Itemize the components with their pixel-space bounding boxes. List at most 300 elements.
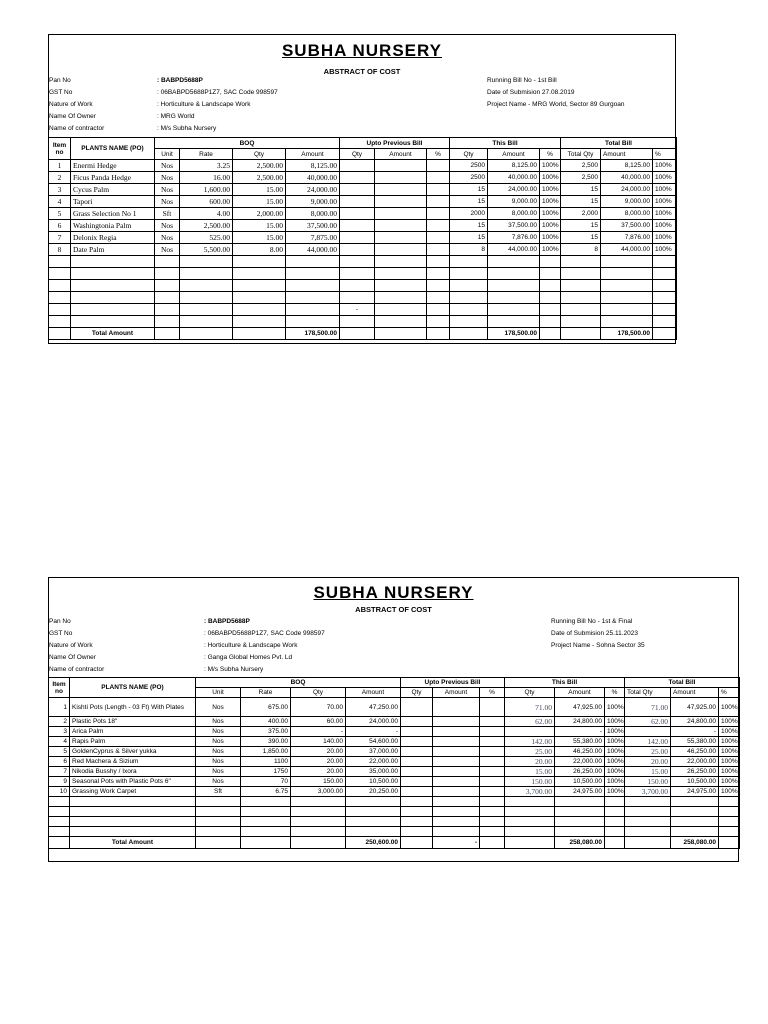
cell-rate	[180, 316, 233, 328]
cell-prev-qty	[401, 807, 433, 817]
cell-item-no	[49, 817, 70, 827]
cell-this-qty: 3,700.00	[505, 787, 555, 797]
cell-this-qty: 15	[450, 196, 488, 208]
cell-prev-percent	[427, 196, 450, 208]
cell-boq-amount: 54,600.00	[346, 737, 401, 747]
empty-row	[49, 256, 677, 268]
cell-total-amount: 8,125.00	[601, 160, 653, 172]
info-label: Name of contractor	[49, 666, 105, 673]
header-percent: %	[427, 149, 450, 160]
cell-total-qty	[561, 292, 601, 304]
cell-unit: Nos	[196, 737, 241, 747]
info-label: Name Of Owner	[49, 654, 96, 661]
project-name: Project Name - MRG World, Sector 89 Gurgoan	[487, 101, 625, 108]
cell-this-amount: 8,125.00	[488, 160, 540, 172]
cell-this-qty: 62.00	[505, 717, 555, 727]
cell-this-qty: 15	[450, 220, 488, 232]
cell-this-percent: 100%	[540, 232, 561, 244]
cell-total-percent: 100%	[653, 184, 677, 196]
total-bill-amount: 258,080.00	[671, 837, 719, 849]
cell-plant-name: Grassing Work Carpet	[70, 787, 196, 797]
cell-prev-percent	[480, 698, 505, 717]
cell-prev-qty	[340, 232, 375, 244]
cell-total-amount	[601, 268, 653, 280]
cell-rate	[241, 827, 291, 837]
cell-total-percent: 100%	[719, 777, 740, 787]
cell-total-amount: 40,000.00	[601, 172, 653, 184]
cell-total-qty	[625, 807, 671, 817]
cell-prev-percent	[480, 797, 505, 807]
cell-total-amount	[671, 827, 719, 837]
cell-prev-amount	[375, 232, 427, 244]
cell-prev-qty	[401, 727, 433, 737]
cell-unit: Nos	[155, 172, 180, 184]
cell-unit	[155, 268, 180, 280]
cell-prev-amount	[433, 787, 480, 797]
cell-total-amount: 46,250.00	[671, 747, 719, 757]
cell-total-percent	[719, 807, 740, 817]
cell-unit	[155, 280, 180, 292]
cell-item-no	[49, 827, 70, 837]
header-amount: Amount	[346, 688, 401, 698]
cell-prev-amount	[375, 184, 427, 196]
cell-rate: 16.00	[180, 172, 233, 184]
cell-this-amount: 37,500.00	[488, 220, 540, 232]
cell-rate: 3.25	[180, 160, 233, 172]
cell-item-no	[49, 797, 70, 807]
cell-unit: Nos	[155, 232, 180, 244]
total-row	[49, 837, 740, 849]
cell-prev-percent	[427, 292, 450, 304]
cell-unit: Nos	[196, 767, 241, 777]
cell-boq-amount: 9,000.00	[286, 196, 340, 208]
info-label: Nature of Work	[49, 642, 93, 649]
cell-plant-name: Enermi Hedge	[71, 160, 155, 172]
total-row	[49, 328, 677, 340]
cell-item-no	[49, 316, 71, 328]
cell-prev-qty	[340, 184, 375, 196]
header-percent: %	[480, 688, 505, 698]
cell-prev-amount	[433, 767, 480, 777]
cell-this-percent	[605, 797, 625, 807]
cell-prev-amount	[433, 747, 480, 757]
cell-this-qty	[505, 817, 555, 827]
cell-total-amount: 8,000.00	[601, 208, 653, 220]
cell-item-no: 6	[49, 220, 71, 232]
cell-prev-percent	[480, 717, 505, 727]
cell-boq-qty: 20.00	[291, 757, 346, 767]
cell-boq-amount	[346, 827, 401, 837]
cell-this-percent: 100%	[540, 220, 561, 232]
cell-boq-amount: 8,125.00	[286, 160, 340, 172]
cell-item-no	[49, 280, 71, 292]
cell-rate: 400.00	[241, 717, 291, 727]
cell-this-percent: 100%	[605, 747, 625, 757]
cell-plant-name: Tapori	[71, 196, 155, 208]
cell-unit: Nos	[196, 717, 241, 727]
cell-this-qty: 8	[450, 244, 488, 256]
header-unit: Unit	[155, 149, 180, 160]
total-label: Total Amount	[70, 837, 196, 849]
empty-row	[49, 797, 740, 807]
cell-this-percent: 100%	[605, 727, 625, 737]
cell-item-no: 8	[49, 244, 71, 256]
cell-prev-percent	[427, 208, 450, 220]
cell-rate: 600.00	[180, 196, 233, 208]
cell-item-no: 3	[49, 184, 71, 196]
cell-prev-qty	[340, 208, 375, 220]
cell-prev-amount	[433, 807, 480, 817]
cell-this-percent: 100%	[605, 737, 625, 747]
cell-this-amount: 9,000.00	[488, 196, 540, 208]
cell-this-percent: 100%	[605, 777, 625, 787]
cell-this-qty	[505, 797, 555, 807]
header-percent: %	[605, 688, 625, 698]
cell-unit: Nos	[196, 698, 241, 717]
cell-prev-amount	[433, 737, 480, 747]
cell-item-no: 5	[49, 747, 70, 757]
cell-prev-amount	[433, 797, 480, 807]
info-label: Name Of Owner	[49, 113, 96, 120]
cell-total-amount	[671, 817, 719, 827]
cell-unit: Nos	[196, 757, 241, 767]
cell-total-percent: 100%	[719, 757, 740, 767]
cell-total-amount: 26,250.00	[671, 767, 719, 777]
table-row	[49, 172, 677, 184]
cell-total-amount	[601, 280, 653, 292]
cell-total-percent	[719, 797, 740, 807]
cell-prev-qty	[340, 256, 375, 268]
cell-this-qty: 15	[450, 184, 488, 196]
table-row	[49, 698, 740, 717]
cell-prev-qty	[401, 747, 433, 757]
cell-boq-amount	[346, 807, 401, 817]
date-of-submission: Date of Submision 27.08.2019	[487, 89, 575, 96]
cell-this-amount: 46,250.00	[555, 747, 605, 757]
cell-item-no: 9	[49, 777, 70, 787]
cell-this-percent: 100%	[605, 787, 625, 797]
cell-prev-amount	[433, 757, 480, 767]
cell-plant-name: GoldenCyprus & Silver yukka	[70, 747, 196, 757]
header-plants-name: PLANTS NAME (PO)	[71, 138, 155, 160]
cell-prev-percent	[480, 787, 505, 797]
cell-rate	[180, 292, 233, 304]
cell-item-no: 7	[49, 767, 70, 777]
table-row	[49, 787, 740, 797]
cell-total-qty: 62.00	[625, 717, 671, 727]
header-qty: Qty	[450, 149, 488, 160]
sheet-title: SUBHA NURSERY	[313, 583, 474, 602]
cell-total-percent: 100%	[719, 787, 740, 797]
cell-plant-name	[71, 316, 155, 328]
cell-this-qty: 71.00	[505, 698, 555, 717]
cell-total-qty: 2,500	[561, 172, 601, 184]
cell-prev-percent	[480, 767, 505, 777]
table-row	[49, 777, 740, 787]
abstract-sheet-1	[48, 34, 676, 344]
info-label: Nature of Work	[49, 101, 93, 108]
table-row	[49, 184, 677, 196]
info-label: Pan No	[49, 77, 71, 84]
cell-prev-amount	[375, 208, 427, 220]
cell-plant-name: Delonix Regia	[71, 232, 155, 244]
cell-prev-percent	[427, 268, 450, 280]
cell-this-qty: 2500	[450, 172, 488, 184]
cell-prev-percent	[480, 747, 505, 757]
cell-boq-amount	[286, 292, 340, 304]
cell-boq-qty	[291, 797, 346, 807]
info-left	[49, 75, 278, 135]
cell-boq-amount	[286, 268, 340, 280]
cell-this-percent	[540, 280, 561, 292]
cell-boq-amount: 47,250.00	[346, 698, 401, 717]
cell-boq-qty: 15.00	[233, 220, 286, 232]
cell-total-qty	[561, 280, 601, 292]
cell-boq-qty: 15.00	[233, 184, 286, 196]
header-unit: Unit	[196, 688, 241, 698]
cell-unit	[196, 817, 241, 827]
cell-total-percent: 100%	[653, 208, 677, 220]
cell-item-no	[49, 256, 71, 268]
cell-this-percent	[540, 268, 561, 280]
cell-prev-qty	[340, 292, 375, 304]
cell-this-amount: 24,800.00	[555, 717, 605, 727]
cell-this-percent: 100%	[540, 160, 561, 172]
abstract-sheet-2	[48, 577, 739, 862]
cell-boq-qty	[291, 807, 346, 817]
cell-total-percent: 100%	[653, 220, 677, 232]
cell-total-qty	[625, 827, 671, 837]
cell-total-percent: 100%	[719, 727, 740, 737]
cell-total-amount: 47,925.00	[671, 698, 719, 717]
cell-boq-amount: 37,500.00	[286, 220, 340, 232]
header-amount: Amount	[601, 149, 653, 160]
total-bill-amount: 178,500.00	[601, 328, 653, 340]
cell-total-qty: 20.00	[625, 757, 671, 767]
info-label: GST No	[49, 630, 73, 637]
cell-this-amount: 44,000.00	[488, 244, 540, 256]
cell-this-amount: 47,925.00	[555, 698, 605, 717]
cell-boq-amount: 20,250.00	[346, 787, 401, 797]
cell-rate: 5,500.00	[180, 244, 233, 256]
cell-prev-percent	[427, 316, 450, 328]
cell-prev-amount	[375, 196, 427, 208]
cell-this-amount: -	[555, 727, 605, 737]
cell-total-percent	[653, 304, 677, 316]
cell-rate	[241, 797, 291, 807]
cell-boq-qty: 140.00	[291, 737, 346, 747]
cell-this-qty: 150.00	[505, 777, 555, 787]
cell-total-qty: 25.00	[625, 747, 671, 757]
cell-prev-qty	[340, 172, 375, 184]
cell-prev-qty	[340, 280, 375, 292]
cell-prev-percent	[480, 807, 505, 817]
cell-prev-qty	[401, 757, 433, 767]
cell-this-percent	[605, 817, 625, 827]
empty-row	[49, 316, 677, 328]
info-left	[49, 616, 325, 676]
cell-this-qty: 20.00	[505, 757, 555, 767]
cell-boq-amount: 35,000.00	[346, 767, 401, 777]
cell-total-qty	[561, 304, 601, 316]
cell-this-amount: 10,500.00	[555, 777, 605, 787]
cell-total-amount: 24,975.00	[671, 787, 719, 797]
header-total-bill: Total Bill	[625, 678, 740, 688]
cell-prev-amount	[433, 698, 480, 717]
sheet-subtitle: ABSTRACT OF COST	[323, 67, 401, 76]
cell-this-amount	[488, 256, 540, 268]
cell-boq-qty	[233, 256, 286, 268]
cell-total-percent	[653, 280, 677, 292]
cell-boq-qty	[233, 268, 286, 280]
header-rate: Rate	[180, 149, 233, 160]
cell-unit: Nos	[155, 220, 180, 232]
cell-total-percent: 100%	[653, 160, 677, 172]
cell-this-qty	[450, 304, 488, 316]
cell-this-percent	[605, 827, 625, 837]
cell-total-percent	[719, 827, 740, 837]
cell-total-percent: 100%	[719, 698, 740, 717]
cell-plant-name: Washingtonia Palm	[71, 220, 155, 232]
header-total-qty: Total Qty	[625, 688, 671, 698]
cell-total-qty: 2,500	[561, 160, 601, 172]
cell-boq-amount	[346, 797, 401, 807]
cell-rate: 1,600.00	[180, 184, 233, 196]
cell-this-amount: 8,000.00	[488, 208, 540, 220]
cell-prev-qty	[340, 268, 375, 280]
header-amount: Amount	[555, 688, 605, 698]
cell-item-no: 2	[49, 717, 70, 727]
cell-total-qty: 2,000	[561, 208, 601, 220]
cell-prev-qty	[340, 160, 375, 172]
cell-total-percent: 100%	[653, 172, 677, 184]
header-row	[49, 138, 677, 149]
cell-prev-percent	[427, 172, 450, 184]
cell-this-percent: 100%	[605, 698, 625, 717]
cell-prev-amount	[433, 727, 480, 737]
cell-prev-percent	[427, 244, 450, 256]
cell-total-percent: 100%	[653, 196, 677, 208]
header-qty: Qty	[505, 688, 555, 698]
cell-rate: 390.00	[241, 737, 291, 747]
cell-this-percent: 100%	[540, 172, 561, 184]
cell-this-qty	[450, 268, 488, 280]
running-bill-no: Running Bill No - 1st & Final	[551, 618, 633, 625]
cell-this-percent: 100%	[540, 196, 561, 208]
cell-boq-amount: 37,000.00	[346, 747, 401, 757]
cell-total-amount	[601, 316, 653, 328]
total-boq-amount: 250,600.00	[346, 837, 401, 849]
cell-item-no: 10	[49, 787, 70, 797]
cell-boq-qty	[233, 304, 286, 316]
cell-unit: Nos	[155, 184, 180, 196]
header-row	[49, 678, 740, 688]
cell-this-qty	[450, 292, 488, 304]
cell-this-qty	[450, 256, 488, 268]
cell-total-qty: 15	[561, 220, 601, 232]
cell-total-percent: 100%	[653, 244, 677, 256]
cell-total-percent	[653, 292, 677, 304]
cell-this-amount	[555, 827, 605, 837]
date-of-submission: Date of Submision 25.11.2023	[551, 630, 638, 637]
cell-prev-amount	[375, 292, 427, 304]
header-qty: Qty	[233, 149, 286, 160]
cell-this-amount	[488, 292, 540, 304]
cell-rate: 6.75	[241, 787, 291, 797]
header-item-no: Item no	[49, 138, 71, 160]
cell-total-qty: 71.00	[625, 698, 671, 717]
cell-prev-qty	[401, 737, 433, 747]
header-amount: Amount	[286, 149, 340, 160]
cell-total-amount: 24,800.00	[671, 717, 719, 727]
cell-item-no: 6	[49, 757, 70, 767]
cell-total-amount: 44,000.00	[601, 244, 653, 256]
cell-prev-percent	[480, 777, 505, 787]
table-row	[49, 757, 740, 767]
table-row	[49, 737, 740, 747]
cell-unit: Nos	[155, 160, 180, 172]
table-row	[49, 208, 677, 220]
empty-row	[49, 280, 677, 292]
cell-unit: Nos	[155, 196, 180, 208]
info-value: : Horticulture & Landscape Work	[157, 101, 251, 108]
cell-total-amount: -	[671, 727, 719, 737]
header-percent: %	[653, 149, 677, 160]
header-total-qty: Total Qty	[561, 149, 601, 160]
cell-this-percent: 100%	[605, 757, 625, 767]
cell-item-no: 7	[49, 232, 71, 244]
cell-this-amount	[488, 304, 540, 316]
info-label: Name of contractor	[49, 125, 105, 132]
cell-boq-amount: 10,500.00	[346, 777, 401, 787]
cell-prev-qty	[401, 777, 433, 787]
table-row	[49, 160, 677, 172]
sheet-subtitle: ABSTRACT OF COST	[355, 605, 432, 614]
cell-unit	[155, 304, 180, 316]
cell-total-amount	[671, 797, 719, 807]
cell-item-no: 1	[49, 160, 71, 172]
info-value: : 06BABPD5688P1Z7, SAC Code 998597	[204, 630, 325, 637]
cell-this-qty: 142.00	[505, 737, 555, 747]
cell-rate: 1,850.00	[241, 747, 291, 757]
cell-total-percent	[719, 817, 740, 827]
cell-this-percent	[605, 807, 625, 817]
cell-this-amount: 40,000.00	[488, 172, 540, 184]
total-label: Total Amount	[71, 328, 155, 340]
empty-row	[49, 304, 677, 316]
cell-plant-name: Plastic Pots 18"	[70, 717, 196, 727]
cell-total-qty: 142.00	[625, 737, 671, 747]
table-row	[49, 196, 677, 208]
header-upto-previous-bill: Upto Previous Bill	[401, 678, 505, 688]
cell-boq-qty: 70.00	[291, 698, 346, 717]
cell-prev-qty	[340, 244, 375, 256]
cell-boq-qty: -	[291, 727, 346, 737]
cell-this-amount: 24,000.00	[488, 184, 540, 196]
cell-total-percent: 100%	[719, 737, 740, 747]
cell-plant-name	[71, 256, 155, 268]
cell-total-amount: 37,500.00	[601, 220, 653, 232]
cell-boq-qty	[291, 817, 346, 827]
cell-unit	[196, 797, 241, 807]
cell-item-no	[49, 304, 71, 316]
cell-this-percent	[540, 316, 561, 328]
running-bill-no: Running Bill No - 1st Bill	[487, 77, 557, 84]
cell-boq-amount: 8,000.00	[286, 208, 340, 220]
cell-boq-amount: 24,000.00	[346, 717, 401, 727]
cell-boq-amount: -	[346, 727, 401, 737]
total-this-bill-amount: 178,500.00	[488, 328, 540, 340]
